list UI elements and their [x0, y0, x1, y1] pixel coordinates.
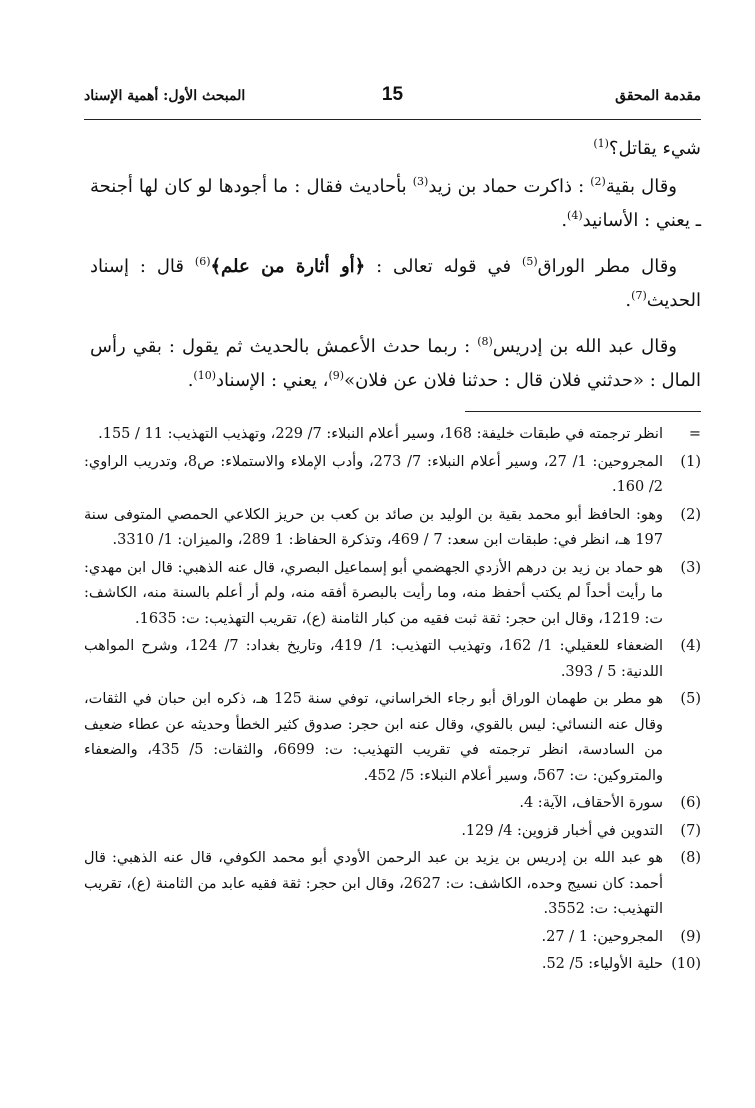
paragraph [90, 132, 701, 166]
text-run: في قوله تعالى : [365, 256, 523, 277]
footnote [84, 687, 701, 789]
text-run: . [187, 370, 194, 391]
footnote-text: حلية الأولياء: 5/ 52. [541, 956, 663, 972]
text-run: وقال مطر الوراق [537, 256, 678, 277]
footnote-ref: (10) [193, 369, 217, 382]
footnote-ref: (5) [522, 255, 538, 268]
footnote-ref: (9) [328, 369, 345, 382]
footnote-separator [465, 411, 701, 412]
footnote-text: الضعفاء للعقيلي: 1/ 162، وتهذيب التهذيب: 1/ 419، وتاريخ بغداد: 7/ 124، وشرح المواهب اللدنية: 5 / 393. [84, 638, 664, 680]
paragraph [90, 330, 701, 398]
quran-quote: ﴿أو أثارة من علم﴾ [210, 256, 366, 277]
footnote-number: (8) [680, 850, 701, 866]
paragraph [90, 250, 701, 318]
footnote-ref: (1) [593, 137, 609, 150]
footnote [84, 791, 701, 817]
footnote-text: هو عبد الله بن إدريس بن يزيد بن عبد الرحمن الأودي أبو محمد الكوفي، قال عنه الذهبي: قال أحمد: كان نسيج وحده، الكاشف: ت: 2627، وقال ابن حجر: ثقة فقيه عابد من الثامنة (ع)، تقريب التهذيب: ت: 3552. [84, 850, 663, 917]
footnotes [84, 422, 701, 980]
text-run: : ذاكرت حماد بن زيد [428, 176, 591, 197]
footnote-ref: (2) [590, 175, 606, 188]
paragraph [90, 170, 701, 238]
header-rule [84, 119, 701, 120]
footnote-number: (1) [680, 453, 701, 470]
footnote-ref: (8) [477, 335, 493, 348]
footnote-number: (2) [680, 506, 701, 523]
main-text [90, 132, 701, 410]
footnote [84, 819, 701, 845]
text-run: شيء يقاتل؟ [608, 138, 701, 159]
footnote-ref: (3) [412, 175, 429, 188]
footnote-number: (5) [680, 691, 701, 707]
footnote [84, 634, 701, 685]
footnote [84, 450, 701, 501]
footnote-number: (7) [680, 822, 701, 839]
footnote-number: (4) [680, 638, 701, 654]
header-section-title: مقدمة المحقق [615, 88, 701, 104]
running-header [84, 86, 701, 112]
footnote-text: التدوين في أخبار قزوين: 4/ 129. [461, 822, 663, 839]
footnote-ref: (6) [194, 255, 211, 268]
footnote [84, 556, 701, 633]
footnote [84, 503, 701, 554]
footnote [84, 422, 701, 448]
text-run: : ربما حدث الأعمش بالحديث ثم يقول : بقي رأس المال : «حدثني فلان قال : حدثنا فلان عن فلان» [90, 336, 701, 391]
footnote-text: هو حماد بن زيد بن درهم الأزدي الجهضمي أبو إسماعيل البصري، قال عنه الذهبي: قال ابن مهدي: ما رأيت أحداً لم يكتب أحفظ منه، وما رأيت بالبصرة أفقه منه، ولم أر أعلم بالسنة منه، الكاشف: ت: 1219، وقال ابن حجر: ثقة ثبت فقيه من كبار الثامنة (ع)، تقريب التهذيب: ت: 1635. [84, 559, 663, 627]
footnote-number: (9) [680, 928, 701, 945]
footnote-text: المجروحين: 1 / 27. [541, 928, 663, 945]
footnote-ref: (4) [567, 209, 583, 222]
footnote-text: هو مطر بن طهمان الوراق أبو رجاء الخراساني، توفي سنة 125 هـ، ذكره ابن حبان في الثقات، وقال عنه النسائي: ليس بالقوي، وقال عنه ابن حجر: صدوق كثير الخطأ وحديثه عن عطاء ضعيف من السادسة، انظر ترجمته في تقريب التهذيب: ت: 6699، والثقات: 5/ 435، والضعفاء والمتروكين: ت: 567، وسير أعلام النبلاء: 5/ 452. [84, 691, 663, 784]
text-run: ، يعني : الإسناد [216, 370, 329, 391]
text-run: قال : إسناد الحديث [90, 256, 701, 311]
header-chapter-title: المبحث الأول: أهمية الإسناد [84, 88, 246, 104]
text-run: وقال بقية [605, 176, 677, 197]
text-run: . [561, 210, 568, 231]
text-run: . [625, 290, 632, 311]
footnote [84, 925, 701, 951]
footnote-number: (6) [680, 795, 701, 811]
footnote-number: (10) [671, 956, 701, 972]
footnote-ref: (7) [631, 289, 647, 302]
footnote-text: انظر ترجمته في طبقات خليفة: 168، وسير أعلام النبلاء: 7/ 229، وتهذيب التهذيب: 11 / 155. [98, 426, 663, 442]
footnote-number: = [688, 426, 701, 442]
footnote [84, 846, 701, 923]
text-run: بأحاديث فقال : ما أجودها لو كان لها أجنحة ـ يعني : الأسانيد [90, 176, 701, 231]
footnote [84, 952, 701, 978]
footnote-number: (3) [680, 559, 701, 576]
footnote-text: المجروحين: 1/ 27، وسير أعلام النبلاء: 7/ 273، وأدب الإملاء والاستملاء: ص8، وتدريب الراوي: 2/ 160. [84, 453, 664, 495]
footnote-text: سورة الأحقاف، الآية: 4. [519, 795, 663, 811]
footnote-text: وهو: الحافظ أبو محمد بقية بن الوليد بن صائد بن كعب بن حريز الكلاعي الحمصي المتوفى سنة 197 هـ، انظر في: طبقات ابن سعد: 7 / 469، وتذكرة الحفاظ: 1 289، والميزان: 1/ 3310. [84, 506, 663, 548]
text-run: وقال عبد الله بن إدريس [492, 336, 677, 357]
page-number: 15 [381, 84, 404, 105]
